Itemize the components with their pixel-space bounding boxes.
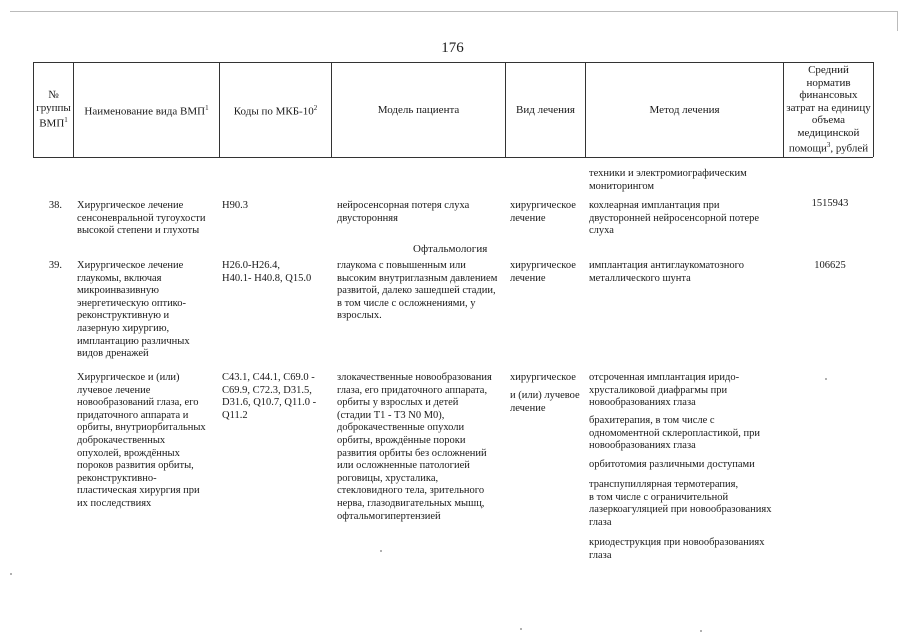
row-39b-codes: C43.1, C44.1, C69.0 - C69.9, C72.3, D31.5, D31.6, Q10.7, Q11.0 - Q11.2 [222,372,317,421]
row-39b-type-a: хирургическое [510,372,576,383]
row-39-cost: 106625 [814,260,846,271]
row-38-method: кохлеарная имплантация при двусторонней нейросенсорной потере слуха [589,200,760,237]
row-39-model: глаукома с повышенным или высоким внутриглазным давлением развитой, далеко зашедшей стадии, в том числе с осложнениями, у взрослых. [337,260,498,322]
scan-speck [10,573,12,575]
row-39b-method-2: брахитерапия, в том числе с одномоментной склеропластикой, при новообразованиях глаза [589,415,761,452]
header-average-cost: Средний норматив финансовых затрат на единицу объема медицинской помощи$^3$, рублей [786,64,871,156]
row-39b-method-5: криодеструкция при новообразованиях глаза [589,537,765,561]
table-header-bottom-rule [33,157,873,158]
row-39b-method-1: отсроченная имплантация иридо- хрусталиковой диафрагмы при новообразованиях глаза [589,372,740,409]
row-39b-method-3: орбитотомия различными доступами [589,459,755,470]
header-treatment-method: Метод лечения [649,103,720,116]
row-39-method: имплантация антиглаукоматозного металлического шунта [589,260,744,284]
page-border-right [897,11,898,31]
row-39b-type-b: и (или) лучевое лечение [510,390,580,414]
col-divider-8 [873,62,874,157]
row-39-number: 39. [48,260,62,271]
row-39b-method-4: транспупиллярная термотерапия, в том числе с ограничительной лазеркоагуляцией при новообразованиях глаза [589,479,772,528]
row-38-model: нейросенсорная потеря слуха двусторонняя [337,200,470,224]
header-vmp-name: Наименование вида ВМП$^1$ [84,103,209,118]
row-39b-name: Хирургическое и (или) лучевое лечение новообразований глаза, его придаточного аппарата и орбиты, внутриорбитальных доброкачественных опухолей, врождённых пороков развития орбиты, реконструктивно- пластическая хирургия при их последствиях [77,372,206,509]
header-group-number: № группы ВМП$^1$ [36,89,71,131]
scan-speck [700,630,702,632]
header-treatment-type: Вид лечения [516,103,575,116]
row-38-type: хирургическое лечение [510,200,576,224]
section-title-ophthalmology: Офтальмология [413,243,488,255]
row-39-codes: H26.0-H26.4, H40.1- H40.8, Q15.0 [222,260,312,284]
scan-speck [380,550,382,552]
row-38-cost: 1515943 [811,198,849,209]
carryover-method-text: техники и электромиографическим мониторингом [589,168,747,192]
scan-speck [825,378,827,380]
row-38-codes: H90.3 [222,200,248,211]
row-38-name: Хирургическое лечение сенсоневральной тугоухости высокой степени и глухоты [77,200,206,237]
page-number: 176 [441,40,464,56]
row-39-name: Хирургическое лечение глаукомы, включая микроинвазивную энергетическую оптико- реконструктивную и лазерную хирургию, имплантацию различных видов дренажей [77,260,190,360]
page-border-top [10,11,897,12]
header-icd-codes: Коды по МКБ-$10^2$ [233,103,318,118]
row-39b-model: злокачественные новообразования глаза, его придаточного аппарата, орбиты у взрослых и детей (стадии T1 - T3 N0 M0), доброкачественные опухоли орбиты, врождённые пороки развития орбиты без осложнений или осложненные патологией роговицы, хрусталика, стекловидного тела, зрительного нерва, глазодвигательных мышц, офтальмогипертензией [337,372,492,522]
row-38-number: 38. [48,200,62,211]
row-39-type: хирургическое лечение [510,260,576,284]
scan-speck [520,628,522,630]
header-patient-model: Модель пациента [377,103,460,116]
